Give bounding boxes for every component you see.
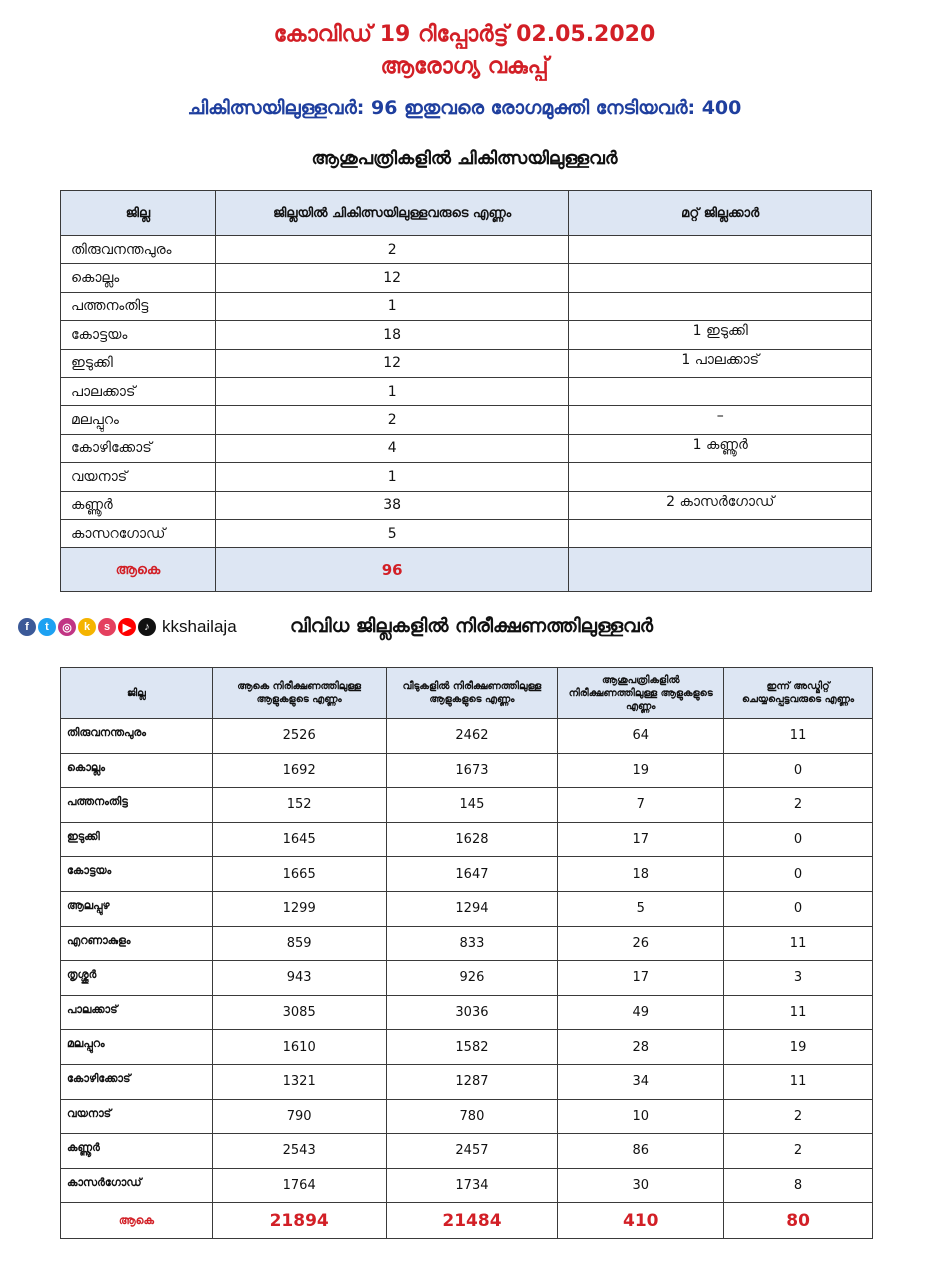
observation-table: [60, 667, 873, 1239]
table-header-row: [61, 191, 872, 236]
total-observation-cell: 1610: [212, 1030, 386, 1065]
hospital-observation-cell: 26: [558, 926, 724, 961]
table-row: [61, 1030, 873, 1065]
hospital-observation-cell: 19: [558, 753, 724, 788]
youtube-icon: ▶: [118, 618, 136, 636]
table-row: [61, 434, 872, 462]
table-row: [61, 822, 873, 857]
district-cell: കൊല്ലം: [61, 753, 213, 788]
total-total-observation-cell: 21894: [212, 1203, 386, 1239]
district-cell: മലപ്പുറം: [61, 406, 216, 434]
hospital-observation-cell: 7: [558, 788, 724, 823]
home-observation-cell: 780: [386, 1099, 558, 1134]
home-observation-cell: 1287: [386, 1064, 558, 1099]
other-districts-cell: [569, 264, 872, 292]
home-observation-cell: 1294: [386, 891, 558, 926]
district-cell: പത്തനംതിട്ട: [61, 788, 213, 823]
hospital-observation-cell: 17: [558, 822, 724, 857]
table-row: [61, 264, 872, 292]
total-observation-cell: 943: [212, 961, 386, 996]
column-header: വീടുകളിൽ നിരീക്ഷണത്തിലുള്ള ആളുകളുടെ എണ്ണം: [386, 668, 558, 719]
home-observation-cell: 1734: [386, 1168, 558, 1203]
column-header: ജില്ല: [61, 191, 216, 236]
total-admitted-today-cell: 80: [724, 1203, 873, 1239]
social-links: [18, 615, 237, 639]
total-count: 96: [215, 548, 569, 592]
count-cell: 1: [215, 377, 569, 405]
total-observation-cell: 790: [212, 1099, 386, 1134]
report-title: കോവിഡ് 19 റിപ്പോർട്ട് 02.05.2020: [273, 22, 656, 47]
facebook-icon: f: [18, 618, 36, 636]
hospital-observation-cell: 34: [558, 1064, 724, 1099]
total-observation-cell: 2526: [212, 719, 386, 754]
column-header: ആകെ നിരീക്ഷണത്തിലുള്ള ആളുകളുടെ എണ്ണം: [212, 668, 386, 719]
hospital-table-title: ആശുപത്രികളിൽ ചികിത്സയിലുള്ളവർ: [311, 148, 618, 169]
district-cell: ഇടുക്കി: [61, 822, 213, 857]
observation-table-title: വിവിധ ജില്ലകളിൽ നിരീക്ഷണത്തിലുള്ളവർ: [290, 615, 654, 637]
home-observation-cell: 833: [386, 926, 558, 961]
total-others-cell: [569, 548, 872, 592]
column-header: ആശുപത്രികളിൽ നിരീക്ഷണത്തിലുള്ള ആളുകളുടെ എണ്ണം: [558, 668, 724, 719]
other-districts-cell: [569, 519, 872, 547]
table-row: [61, 961, 873, 996]
district-cell: കാസറഗോഡ്: [61, 519, 216, 547]
table-row: [61, 236, 872, 264]
social-handle: kkshailaja: [162, 617, 237, 636]
table-row: [61, 995, 873, 1030]
table-row: [61, 1168, 873, 1203]
other-districts-cell: [569, 377, 872, 405]
hospital-observation-cell: 18: [558, 857, 724, 892]
total-observation-cell: 3085: [212, 995, 386, 1030]
district-cell: കോട്ടയം: [61, 321, 216, 349]
column-header: ഇന്ന് അഡ്മിറ്റ് ചെയ്യപ്പെട്ടവരുടെ എണ്ണം: [724, 668, 873, 719]
hospital-observation-cell: 86: [558, 1134, 724, 1169]
table-row: [61, 406, 872, 434]
total-label: ആകെ: [61, 548, 216, 592]
total-observation-cell: 1321: [212, 1064, 386, 1099]
total-observation-cell: 1764: [212, 1168, 386, 1203]
admitted-today-cell: 8: [724, 1168, 873, 1203]
other-districts-cell: 2 കാസർഗോഡ്: [569, 491, 872, 519]
count-cell: 12: [215, 264, 569, 292]
hospital-observation-cell: 49: [558, 995, 724, 1030]
hospital-observation-cell: 30: [558, 1168, 724, 1203]
table-row: [61, 349, 872, 377]
home-observation-cell: 926: [386, 961, 558, 996]
table-row: [61, 719, 873, 754]
sharechat-icon: s: [98, 618, 116, 636]
district-cell: വയനാട്: [61, 1099, 213, 1134]
total-row: [61, 1203, 873, 1239]
district-cell: പത്തനംതിട്ട: [61, 292, 216, 320]
district-cell: കോട്ടയം: [61, 857, 213, 892]
hospital-observation-cell: 64: [558, 719, 724, 754]
total-observation-cell: 152: [212, 788, 386, 823]
home-observation-cell: 1628: [386, 822, 558, 857]
count-cell: 12: [215, 349, 569, 377]
table-row: [61, 377, 872, 405]
admitted-today-cell: 11: [724, 926, 873, 961]
total-observation-cell: 859: [212, 926, 386, 961]
count-cell: 1: [215, 292, 569, 320]
district-cell: കണ്ണൂർ: [61, 1134, 213, 1169]
table-row: [61, 1064, 873, 1099]
admitted-today-cell: 0: [724, 857, 873, 892]
total-label: ആകെ: [61, 1203, 213, 1239]
table-row: [61, 519, 872, 547]
district-cell: പാലക്കാട്: [61, 995, 213, 1030]
count-cell: 1: [215, 463, 569, 491]
hospital-observation-cell: 5: [558, 891, 724, 926]
admitted-today-cell: 19: [724, 1030, 873, 1065]
admitted-today-cell: 2: [724, 1134, 873, 1169]
other-districts-cell: [569, 292, 872, 320]
home-observation-cell: 1673: [386, 753, 558, 788]
column-header: ജില്ല: [61, 668, 213, 719]
department-name: ആരോഗ്യ വകുപ്പ്: [380, 54, 549, 79]
home-observation-cell: 1647: [386, 857, 558, 892]
home-observation-cell: 1582: [386, 1030, 558, 1065]
total-observation-cell: 1645: [212, 822, 386, 857]
count-cell: 5: [215, 519, 569, 547]
hospital-table: [60, 190, 872, 592]
district-cell: തൃശ്ശൂർ: [61, 961, 213, 996]
admitted-today-cell: 3: [724, 961, 873, 996]
tiktok-icon: ♪: [138, 618, 156, 636]
admitted-today-cell: 11: [724, 719, 873, 754]
table-row: [61, 926, 873, 961]
hospital-observation-cell: 10: [558, 1099, 724, 1134]
count-cell: 18: [215, 321, 569, 349]
home-observation-cell: 2462: [386, 719, 558, 754]
column-header: മറ്റ് ജില്ലക്കാർ: [569, 191, 872, 236]
column-header: ജില്ലയിൽ ചികിത്സയിലുള്ളവരുടെ എണ്ണം: [215, 191, 569, 236]
total-hospital-observation-cell: 410: [558, 1203, 724, 1239]
district-cell: കോഴിക്കോട്: [61, 1064, 213, 1099]
table-row: [61, 1134, 873, 1169]
summary-line: ചികിത്സയിലുള്ളവർ: 96 ഇതുവരെ രോഗമുക്തി നേടിയവർ: 400: [187, 97, 742, 119]
count-cell: 4: [215, 434, 569, 462]
district-cell: എറണാകുളം: [61, 926, 213, 961]
table-row: [61, 463, 872, 491]
hospital-observation-cell: 28: [558, 1030, 724, 1065]
admitted-today-cell: 0: [724, 822, 873, 857]
district-cell: തിരുവനന്തപുരം: [61, 236, 216, 264]
table-row: [61, 491, 872, 519]
table-row: [61, 857, 873, 892]
district-cell: മലപ്പുറം: [61, 1030, 213, 1065]
district-cell: പാലക്കാട്: [61, 377, 216, 405]
table-header-row: [61, 668, 873, 719]
twitter-icon: t: [38, 618, 56, 636]
other-districts-cell: –: [569, 406, 872, 434]
admitted-today-cell: 2: [724, 1099, 873, 1134]
district-cell: കണ്ണൂർ: [61, 491, 216, 519]
other-districts-cell: 1 ഇടുക്കി: [569, 321, 872, 349]
district-cell: കാസർഗോഡ്: [61, 1168, 213, 1203]
admitted-today-cell: 0: [724, 891, 873, 926]
district-cell: തിരുവനന്തപുരം: [61, 719, 213, 754]
district-cell: കോഴിക്കോട്: [61, 434, 216, 462]
admitted-today-cell: 0: [724, 753, 873, 788]
other-districts-cell: 1 പാലക്കാട്: [569, 349, 872, 377]
count-cell: 2: [215, 406, 569, 434]
admitted-today-cell: 11: [724, 995, 873, 1030]
table-row: [61, 321, 872, 349]
table-row: [61, 788, 873, 823]
home-observation-cell: 3036: [386, 995, 558, 1030]
home-observation-cell: 2457: [386, 1134, 558, 1169]
other-districts-cell: [569, 463, 872, 491]
total-observation-cell: 1299: [212, 891, 386, 926]
count-cell: 38: [215, 491, 569, 519]
other-districts-cell: 1 കണ്ണൂർ: [569, 434, 872, 462]
home-observation-cell: 145: [386, 788, 558, 823]
other-districts-cell: [569, 236, 872, 264]
total-row: [61, 548, 872, 592]
admitted-today-cell: 11: [724, 1064, 873, 1099]
district-cell: ആലപ്പുഴ: [61, 891, 213, 926]
total-observation-cell: 1692: [212, 753, 386, 788]
district-cell: കൊല്ലം: [61, 264, 216, 292]
total-observation-cell: 1665: [212, 857, 386, 892]
total-observation-cell: 2543: [212, 1134, 386, 1169]
koo-icon: k: [78, 618, 96, 636]
instagram-icon: ◎: [58, 618, 76, 636]
table-row: [61, 1099, 873, 1134]
table-row: [61, 292, 872, 320]
district-cell: വയനാട്: [61, 463, 216, 491]
district-cell: ഇടുക്കി: [61, 349, 216, 377]
count-cell: 2: [215, 236, 569, 264]
table-row: [61, 891, 873, 926]
total-home-observation-cell: 21484: [386, 1203, 558, 1239]
admitted-today-cell: 2: [724, 788, 873, 823]
hospital-observation-cell: 17: [558, 961, 724, 996]
table-row: [61, 753, 873, 788]
